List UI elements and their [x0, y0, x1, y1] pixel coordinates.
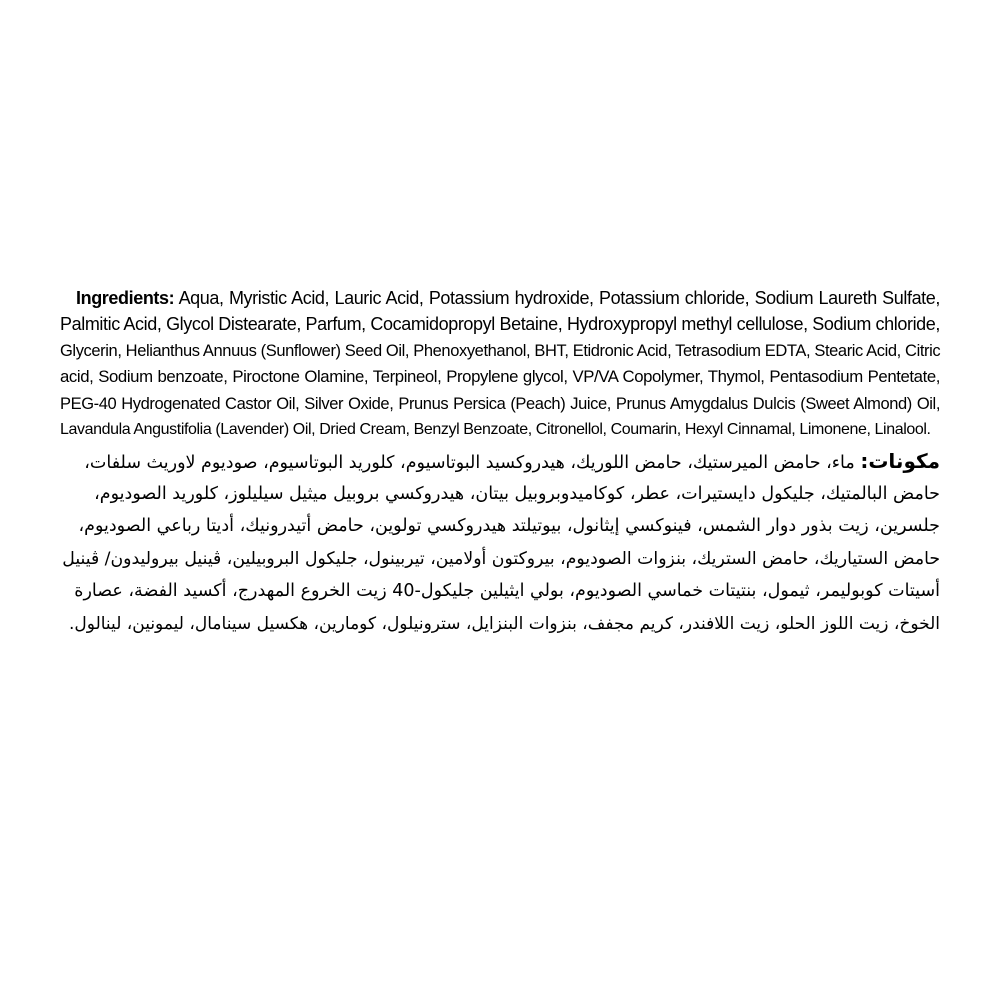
ingredients-panel [60, 285, 940, 640]
english-ingredients-label: Ingredients: [76, 288, 175, 308]
english-line-4: acid, Sodium benzoate, Piroctone Olamine, Terpineol, Propylene glycol, VP/VA Copolymer, Thymol, Pentasodium Pentetate, [60, 367, 940, 387]
english-line-2: Palmitic Acid, Glycol Distearate, Parfum, Cocamidopropyl Betaine, Hydroxypropyl methyl cellulose, Sodium chloride, [60, 314, 940, 335]
arabic-ingredients [60, 445, 940, 640]
english-ingredients [60, 285, 940, 443]
english-line-3: Glycerin, Helianthus Annuus (Sunflower) Seed Oil, Phenoxyethanol, BHT, Etidronic Acid, Tetrasodium EDTA, Stearic Acid, Citric [60, 341, 941, 360]
english-line-1-text: Aqua, Myristic Acid, Lauric Acid, Potassium hydroxide, Potassium chloride, Sodium Laureth Sulfate, [178, 288, 940, 308]
arabic-line-5: أسيتات كوبوليمر، ثيمول، بنتيتات خماسي الصوديوم، بولي ايثيلين جليكول-40 زيت الخروع المهدرج، أكسيد الفضة، عصارة [74, 581, 940, 602]
arabic-line-6: الخوخ، زيت اللوز الحلو، زيت اللافندر، كريم مجفف، بنزوات البنزايل، سترونيلول، كومارين، هكسيل سينامال، ليمونين، لينالول. [69, 613, 940, 634]
english-line-5: PEG-40 Hydrogenated Castor Oil, Silver Oxide, Prunus Persica (Peach) Juice, Prunus Amygdalus Dulcis (Sweet Almond) Oil, [60, 394, 940, 413]
arabic-line-2: حامض البالمتيك، جليكول دايستيرات، عطر، كوكاميدوبروبيل بيتان، هيدروكسي بروبيل ميثيل سيليلوز، كلوريد الصوديوم، [94, 483, 940, 504]
arabic-line-4: حامض الستياريك، حامض الستريك، بنزوات الصوديوم، بيروكتون أولامين، تيربينول، جليكول البروبيلين، ڤينيل بيروليدون/ ڤينيل [62, 548, 940, 569]
arabic-line-1-text: ماء، حامض الميرستيك، حامض اللوريك، هيدروكسيد البوتاسيوم، كلوريد البوتاسيوم، صوديوم لاوريث سلفات، [84, 453, 855, 474]
english-line-1 [60, 285, 940, 311]
english-line-6: Lavandula Angustifolia (Lavender) Oil, Dried Cream, Benzyl Benzoate, Citronellol, Coumarin, Hexyl Cinnamal, Limonene, Linalool. [60, 420, 931, 438]
arabic-line-3: جلسرين، زيت بذور دوار الشمس، فينوكسي إيثانول، بيوتيلتد هيدروكسي تولوين، حامض أتيدرونيك، أديتا رباعي الصوديوم، [78, 516, 940, 537]
arabic-line-1 [60, 445, 940, 478]
arabic-ingredients-label: مكونات: [860, 449, 940, 474]
